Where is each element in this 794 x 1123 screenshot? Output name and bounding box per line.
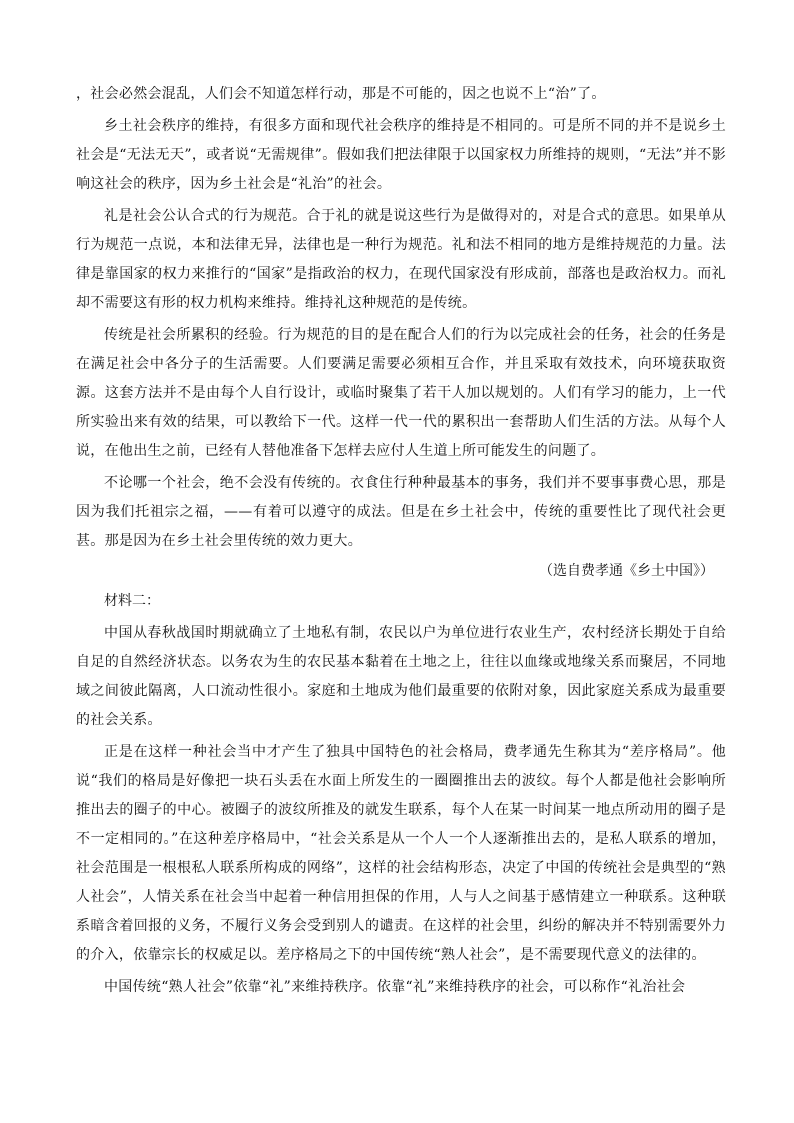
paragraph-5: 不论哪一个社会，绝不会没有传统的。衣食住行种种最基本的事务，我们并不要事事费心思，那是因为我们托祖宗之福，——有着可以遵守的成法。但是在乡土社会中，传统的重要性比了现代社会更甚。那是因为在乡土社会里传统的效力更大。 [76,475,726,549]
paragraph-1: ，社会必然会混乱，人们会不知道怎样行动，那是不可能的，因之也说不上“治”了。 [76,86,606,102]
material-heading: 材料二： [104,593,160,609]
paragraph-6: 中国从春秋战国时期就确立了土地私有制，农民以户为单位进行农业生产，农村经济长期处于自给自足的自然经济状态。以务农为生的农民基本黏着在土地之上，往往以血缘或地缘关系而聚居，不同地域之间彼此隔离，人口流动性很小。家庭和土地成为他们最重要的依附对象，因此家庭关系成为最重要的社会关系。 [76,625,726,728]
source-citation: （选自费孝通《乡土中国》） [539,563,714,579]
paragraph-2: 乡土社会秩序的维持，有很多方面和现代社会秩序的维持是不相同的。可是所不同的并不是说乡土社会是“无法无天”，或者说“无需规律”。假如我们把法律限于以国家权力所维持的规则，“无法”并不影响这社会的秩序，因为乡土社会是“礼治”的社会。 [76,118,726,192]
paragraph-3: 礼是社会公认合式的行为规范。合于礼的就是说这些行为是做得对的，对是合式的意思。如果单从行为规范一点说，本和法律无异，法律也是一种行为规范。礼和法不相同的地方是维持规范的力量。法律是靠国家的权力来推行的“国家”是指政治的权力，在现代国家没有形成前，部落也是政治权力。而礼却不需要这有形的权力机构来维持。维持礼这种规范的是传统。 [76,208,726,311]
paragraph-4: 传统是社会所累积的经验。行为规范的目的是在配合人们的行为以完成社会的任务，社会的任务是在满足社会中各分子的生活需要。人们要满足需要必须相互合作，并且采取有效技术，向环境获取资源。这套方法并不是由每个人自行设计，或临时聚集了若干人加以规划的。人们有学习的能力，上一代所实验出来有效的结果，可以教给下一代。这样一代一代的累积出一套帮助人们生活的方法。从每个人说，在他出生之前，已经有人替他准备下怎样去应付人生道上所可能发生的问题了。 [76,327,726,459]
paragraph-7: 正是在这样一种社会当中才产生了独具中国特色的社会格局，费孝通先生称其为“差序格局”。他说“我们的格局是好像把一块石头丢在水面上所发生的一圈圈推出去的波纹。每个人都是他社会影响所推出去的圈子的中心。被圈子的波纹所推及的就发生联系，每个人在某一时间某一地点所动用的圈子是不一定相同的。”在这种差序格局中，“社会关系是从一个人一个人逐渐推出去的，是私人联系的增加，社会范围是一根根私人联系所构成的网络”，这样的社会结构形态，决定了中国的传统社会是典型的“熟人社会”，人情关系在社会当中起着一种信用担保的作用，人与人之间基于感情建立一种联系。这种联系暗含着回报的义务，不履行义务会受到别人的谴责。在这样的社会里，纠纷的解决并不特别需要外力的介入，依靠宗长的权威足以。差序格局之下的中国传统“熟人社会”，是不需要现代意义的法律的。 [76,744,726,963]
document-page [76,74,726,1002]
paragraph-8: 中国传统“熟人社会”依靠“礼”来维持秩序。依靠“礼”来维持秩序的社会，可以称作“礼治社会 [104,979,686,995]
